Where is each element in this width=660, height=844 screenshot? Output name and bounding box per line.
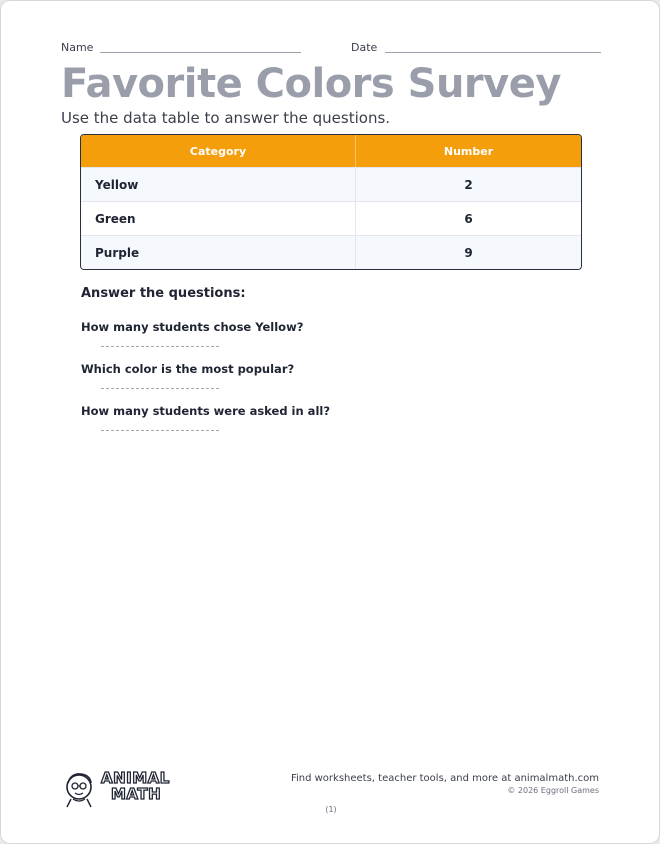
name-line: [100, 52, 301, 53]
category-cell: Yellow: [81, 168, 356, 201]
page-title: Favorite Colors Survey: [61, 61, 561, 107]
answer-line-3[interactable]: [101, 430, 219, 431]
date-field[interactable]: [351, 41, 377, 54]
column-header-number: Number: [443, 144, 494, 158]
date-label: Date: [351, 41, 378, 54]
question-1: How many students chose Yellow?: [81, 320, 304, 334]
name-label: Name: [61, 41, 94, 54]
data-table: [80, 134, 582, 270]
number-cell: 2: [464, 177, 473, 192]
number-cell: 6: [464, 211, 473, 226]
table-row: [81, 235, 581, 269]
logo-line-animal: ANIMAL: [101, 769, 170, 787]
page-subtitle: Use the data table to answer the questions.: [61, 109, 391, 127]
date-line: [385, 52, 601, 53]
question-3: How many students were asked in all?: [81, 404, 331, 418]
question-2: Which color is the most popular?: [81, 362, 295, 376]
footer-info: [291, 773, 599, 795]
table-row: [81, 167, 581, 201]
column-header-category: Category: [81, 135, 356, 167]
table-row: [81, 201, 581, 235]
footer-copyright: © 2026 Eggroll Games: [507, 786, 599, 795]
answer-line-1[interactable]: [101, 346, 219, 347]
questions-heading: Answer the questions:: [81, 286, 246, 301]
category-cell: Green: [81, 202, 356, 235]
category-cell: Purple: [81, 236, 356, 269]
logo-line-math: MATH: [111, 785, 162, 803]
answer-line-2[interactable]: [101, 388, 219, 389]
table-header-row: [81, 135, 581, 167]
name-field[interactable]: [61, 41, 93, 54]
footer-tagline: Find worksheets, teacher tools, and more at animalmath.com: [290, 773, 599, 784]
page-number: (1): [325, 805, 337, 814]
number-cell: 9: [464, 245, 473, 260]
